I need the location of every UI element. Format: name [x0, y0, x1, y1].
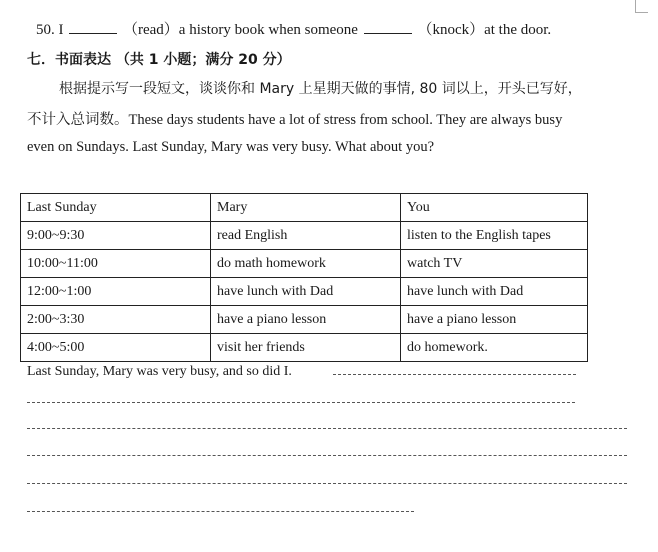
mary-cell: have lunch with Dad — [211, 278, 401, 306]
question-text-start: I — [58, 22, 64, 38]
mary-cell: do math homework — [211, 250, 401, 278]
writing-dashed-line[interactable] — [27, 428, 627, 429]
mary-cell: visit her friends — [211, 334, 401, 362]
table-header-row — [21, 194, 588, 222]
you-cell: do homework. — [401, 334, 588, 362]
instruction-line-3: even on Sundays. Last Sunday, Mary was very busy. What about you? — [27, 139, 434, 155]
time-cell: 2:00~3:30 — [21, 306, 211, 334]
time-cell: 4:00~5:00 — [21, 334, 211, 362]
answer-blank-1[interactable] — [69, 21, 117, 34]
you-cell: have a piano lesson — [401, 306, 588, 334]
question-50 — [36, 18, 551, 39]
writing-dashed-line[interactable] — [27, 455, 627, 456]
section-heading: 七．书面表达 （共 1 小题；满分 20 分） — [27, 52, 291, 68]
you-cell: listen to the English tapes — [401, 222, 588, 250]
schedule-table — [20, 193, 588, 362]
instruction-line-1: 根据提示写一段短文，谈谈你和 Mary 上星期天做的事情, 80 词以上，开头已写好， — [59, 81, 582, 97]
writing-start-line — [27, 364, 292, 380]
page-corner-mark — [635, 0, 648, 13]
table-row — [21, 334, 588, 362]
header-cell: Mary — [211, 194, 401, 222]
writing-dashed-line[interactable] — [333, 374, 576, 375]
writing-dashed-line[interactable] — [27, 483, 627, 484]
answer-blank-2[interactable] — [364, 21, 412, 34]
you-cell: watch TV — [401, 250, 588, 278]
you-cell: have lunch with Dad — [401, 278, 588, 306]
table-row — [21, 222, 588, 250]
table-row — [21, 250, 588, 278]
mary-cell: have a piano lesson — [211, 306, 401, 334]
writing-dashed-line[interactable] — [27, 402, 575, 403]
instruction-line-2: 不计入总词数。These days students have a lot of stress from school. They are always busy — [27, 112, 563, 128]
table-row — [21, 278, 588, 306]
table-row — [21, 306, 588, 334]
question-text-mid: （read）a history book when someone — [123, 22, 358, 38]
header-cell: You — [401, 194, 588, 222]
question-number: 50. — [36, 22, 55, 38]
mary-cell: read English — [211, 222, 401, 250]
time-cell: 12:00~1:00 — [21, 278, 211, 306]
writing-dashed-line[interactable] — [27, 511, 414, 512]
writing-start-text: Last Sunday, Mary was very busy, and so did I. — [27, 364, 292, 379]
time-cell: 9:00~9:30 — [21, 222, 211, 250]
time-cell: 10:00~11:00 — [21, 250, 211, 278]
question-text-end: （knock）at the door. — [417, 22, 552, 38]
header-cell: Last Sunday — [21, 194, 211, 222]
